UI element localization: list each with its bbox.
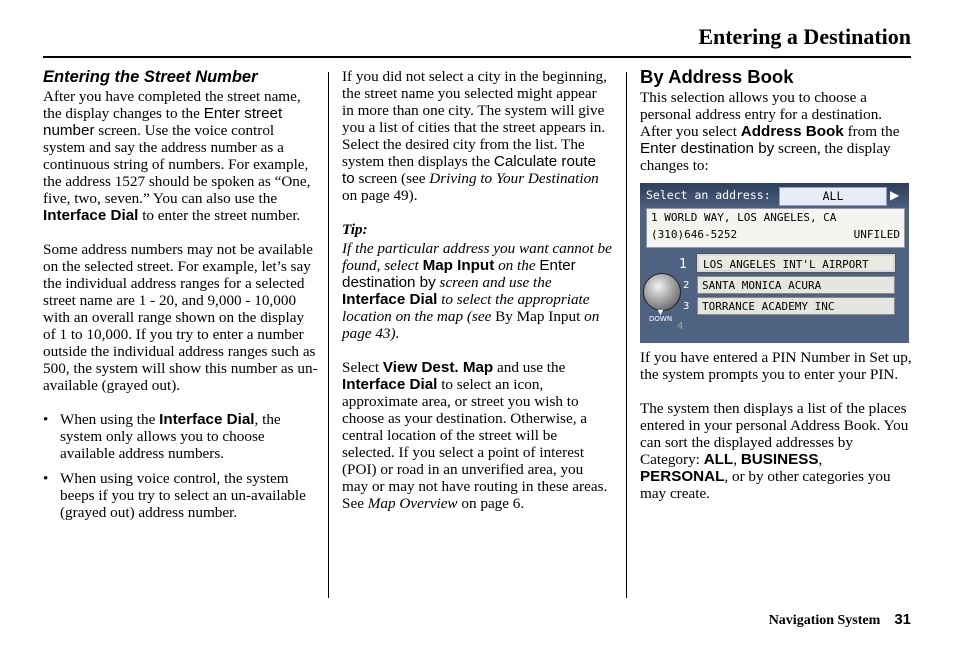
header-rule — [43, 56, 911, 58]
column-divider — [328, 72, 329, 598]
column-1 — [43, 68, 318, 529]
category-status: UNFILED — [853, 228, 900, 241]
right-arrow-icon[interactable]: ▶ — [890, 188, 900, 202]
screen-name: Calculate route to — [342, 153, 597, 187]
paragraph: After you have completed the street name, the display changes to the Enter street number screen. Use the voice control system and say the address number as a continuous string of numbers. For example, the address 1527 should be spoken as “One, five, two, seven.” You can also use the Interface Dial to enter the street number. — [43, 88, 311, 224]
list-item: • When using the Interface Dial, the system only allows you to choose available address numbers. — [43, 411, 318, 462]
paragraph: If you did not select a city in the beginning, the street name you selected might appear in more than one city. The system will give you a list of cities that the street appears in. Select the desired city from the list. The system then displays the Calculate route to screen (see Driving to Your Destination on page 49). — [342, 68, 607, 204]
page-title: Entering a Destination — [698, 24, 911, 49]
footer-label: Navigation System — [768, 613, 881, 628]
interface-dial-icon — [643, 273, 681, 311]
paragraph: Select View Dest. Map and use the Interface Dial to select an icon, approximate area, or street you wish to choose as your destination. Otherwise, a central location of the street will be selected. If you select a point of interest (POI) or road in an unverified area, you may or may not have routing in these areas. See Map Overview on page 6. — [342, 359, 608, 512]
control-name: Interface Dial — [43, 207, 139, 224]
address-list-item[interactable]: SANTA MONICA ACURA — [697, 276, 895, 294]
page-footer — [769, 611, 911, 629]
address-list-item[interactable]: LOS ANGELES INT'L AIRPORT — [697, 254, 895, 272]
item-number: 1 — [679, 257, 688, 272]
category-selector[interactable]: ALL — [779, 187, 887, 206]
paragraph: Some address numbers may not be available on the selected street. For example, let’s say the individual address ranges for a selected street name are 1 - 20, and 9,000 - 10,000 with an overall range shown on the display of 1 to 10,000. If you try to enter a number outside the individual address ranges such as 500, the system will show this number as un-available (grayed out). — [43, 241, 318, 394]
down-label: DOWN — [649, 315, 673, 323]
tip-text: If the particular address you want cannot be found, select Map Input on the Enter destination by screen and use the Interface Dial to select the appropriate location on the map (see By Map Input on page 43). — [342, 240, 612, 342]
address-list-item[interactable]: TORRANCE ACADEMY INC — [697, 297, 895, 315]
column-2 — [342, 68, 612, 529]
tip-label: Tip: — [342, 221, 368, 238]
bullet-list — [43, 411, 318, 521]
paragraph: The system then displays a list of the places entered in your personal Address Book. You can sort the displayed addresses by Category: ALL, BUSINESS, PERSONAL, or by other categories you may create. — [640, 400, 909, 502]
phone-number: (310)646-5252 — [651, 228, 738, 241]
screen-prompt: Select an address: — [646, 188, 771, 202]
page-number: 31 — [894, 611, 911, 628]
paragraph: This selection allows you to choose a personal address entry for a destination. After you select Address Book from the Enter destination by screen, the display changes to: — [640, 89, 900, 174]
address-preview: 1 WORLD WAY, LOS ANGELES, CA (310)646-5252 UNFILED — [646, 208, 905, 248]
column-divider — [626, 72, 627, 598]
paragraph: If you have entered a PIN Number in Set up, the system prompts you to enter your PIN. — [640, 349, 912, 383]
section-heading: Entering the Street Number — [43, 68, 258, 86]
item-number: 3 — [683, 301, 690, 312]
down-arrow-icon: ▼ — [656, 307, 665, 317]
item-number: 4 — [677, 321, 684, 332]
item-number: 2 — [683, 280, 690, 291]
list-item: • When using voice control, the system beeps if you try to select an un-available (grayed out) address number. — [43, 470, 318, 521]
section-heading: By Address Book — [640, 66, 794, 87]
screen-name: Enter street number — [43, 105, 283, 139]
navigation-screen-image — [640, 183, 909, 343]
